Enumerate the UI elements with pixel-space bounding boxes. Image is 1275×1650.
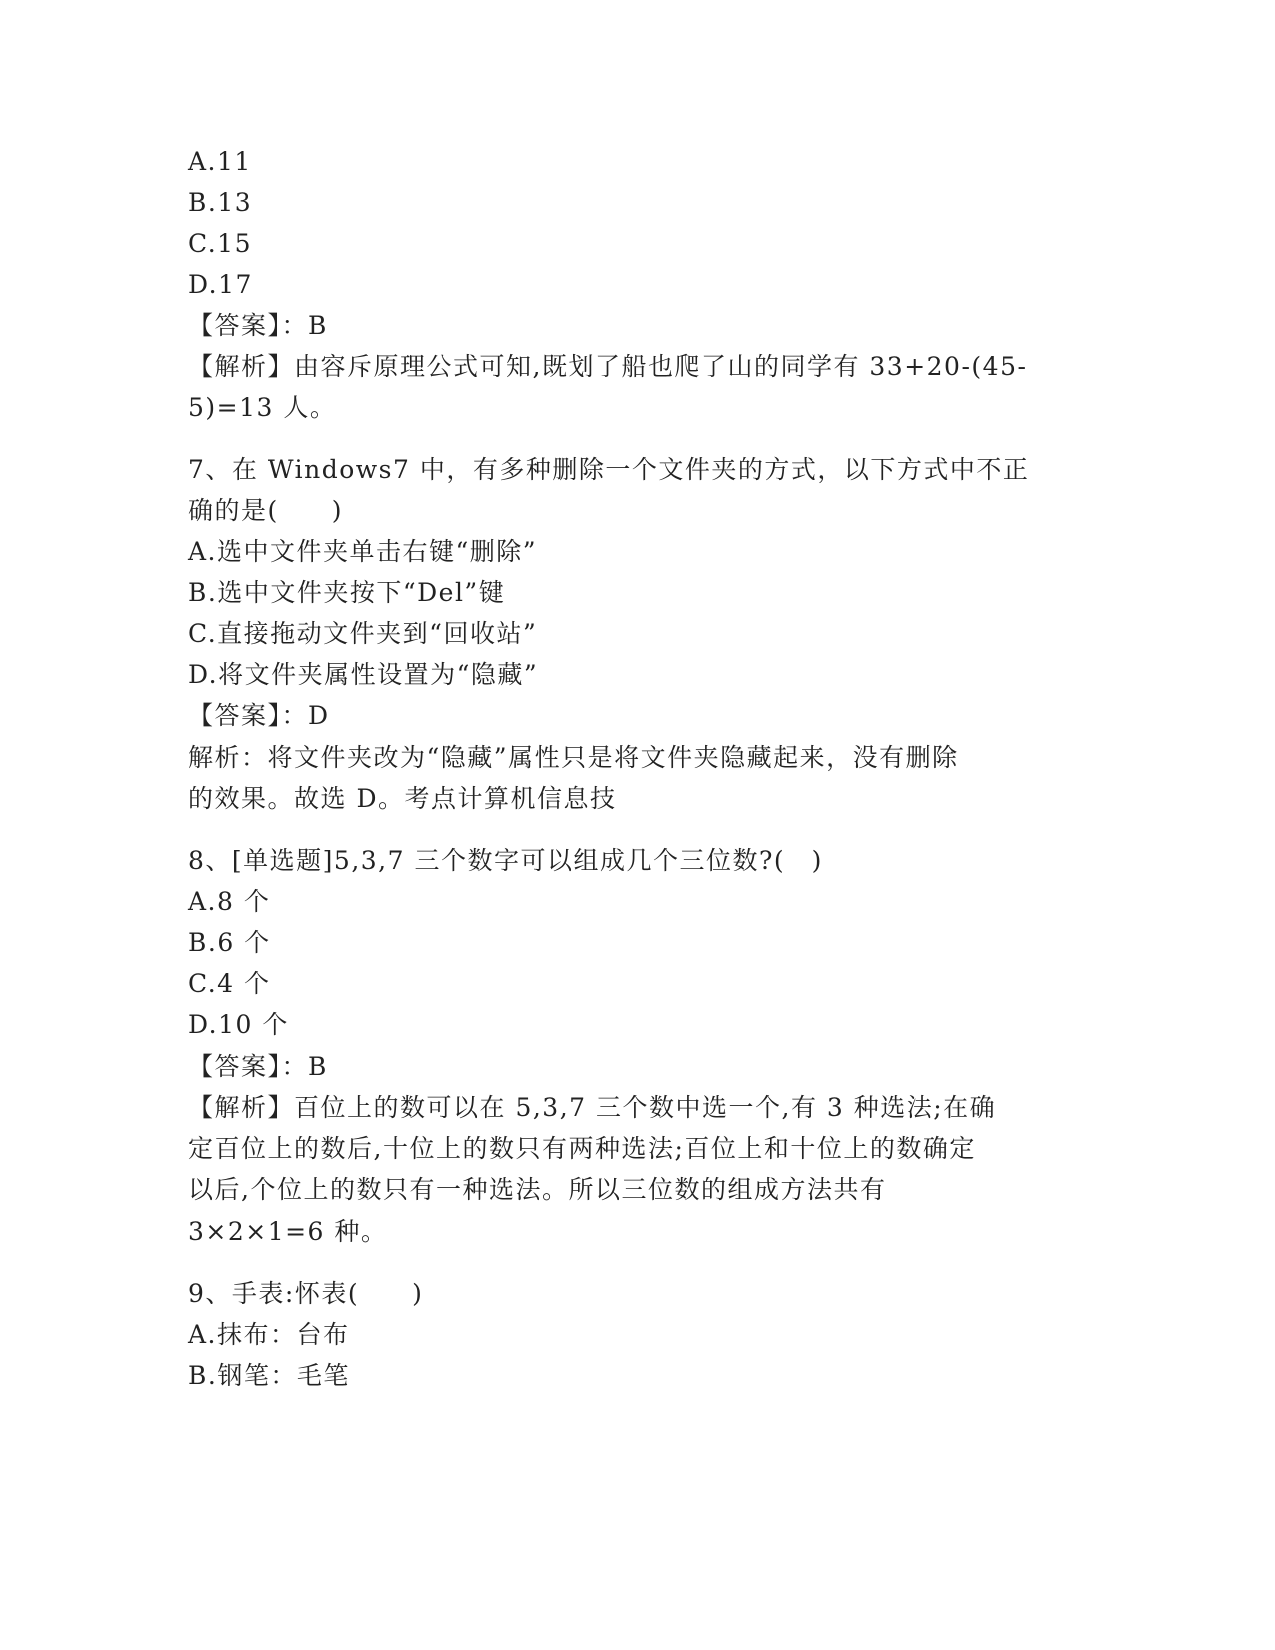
q9-option-a: A.抹布：台布	[188, 1320, 350, 1349]
q6-option-d: D.17	[188, 270, 253, 299]
q8-option-b: B.6 个	[188, 928, 271, 957]
q8-option-a: A.8 个	[188, 887, 271, 916]
q7-analysis-line-2: 的效果。故选 D。考点计算机信息技	[188, 784, 617, 813]
q6-option-a: A.11	[188, 147, 252, 176]
q8-question: 8、[单选题]5,3,7 三个数字可以组成几个三位数?( )	[188, 846, 823, 875]
q8-analysis-line-4: 3×2×1=6 种。	[188, 1217, 388, 1246]
q6-analysis-line-1: 【解析】由容斥原理公式可知,既划了船也爬了山的同学有 33+20-(45-	[188, 352, 1028, 381]
q8-analysis-line-1: 【解析】百位上的数可以在 5,3,7 三个数中选一个,有 3 种选法;在确	[188, 1093, 997, 1122]
q7-analysis-line-1: 解析：将文件夹改为“隐藏”属性只是将文件夹隐藏起来，没有删除	[188, 743, 959, 772]
q7-option-c: C.直接拖动文件夹到“回收站”	[188, 619, 538, 648]
q8-answer: 【答案】：B	[188, 1052, 328, 1081]
q8-option-c: C.4 个	[188, 969, 271, 998]
q6-option-c: C.15	[188, 229, 252, 258]
q7-option-a: A.选中文件夹单击右键“删除”	[188, 537, 538, 566]
q7-question-line-2: 确的是( )	[188, 496, 344, 525]
q7-option-b: B.选中文件夹按下“Del”键	[188, 578, 506, 607]
q6-option-b: B.13	[188, 188, 253, 217]
q9-option-b: B.钢笔：毛笔	[188, 1361, 350, 1390]
q8-analysis-line-2: 定百位上的数后,十位上的数只有两种选法;百位上和十位上的数确定	[188, 1134, 976, 1163]
q9-question: 9、手表:怀表( )	[188, 1279, 424, 1308]
q7-question-line-1: 7、在 Windows7 中，有多种删除一个文件夹的方式，以下方式中不正	[188, 455, 1030, 484]
q6-answer: 【答案】：B	[188, 311, 328, 340]
q6-analysis-line-2: 5)=13 人。	[188, 393, 337, 422]
q8-option-d: D.10 个	[188, 1010, 289, 1039]
q8-analysis-line-3: 以后,个位上的数只有一种选法。所以三位数的组成方法共有	[188, 1175, 887, 1204]
q7-option-d: D.将文件夹属性设置为“隐藏”	[188, 660, 539, 689]
q7-answer: 【答案】：D	[188, 701, 330, 730]
